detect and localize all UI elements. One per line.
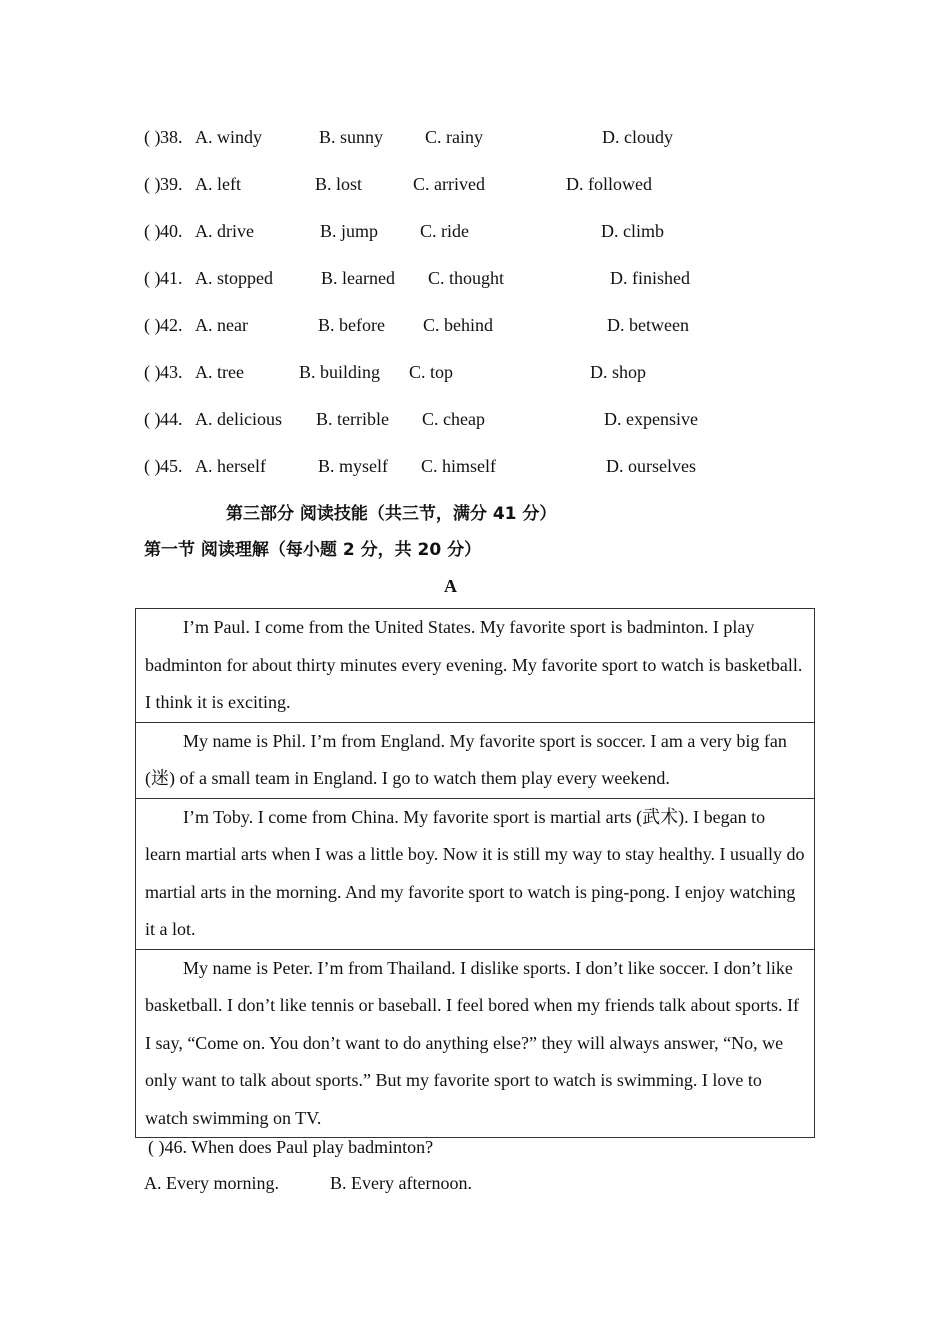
option-a: A. tree bbox=[195, 362, 244, 382]
option-b: B. sunny bbox=[319, 127, 384, 147]
question-number: 43. bbox=[160, 362, 183, 382]
question-46-stem: ( )46. When does Paul play badminton? bbox=[148, 1137, 434, 1157]
option-d: D. finished bbox=[610, 268, 690, 288]
option-b: B. learned bbox=[321, 268, 395, 288]
question-number: 42. bbox=[160, 315, 183, 335]
passage-paul: I’m Paul. I come from the United States. My favorite sport is badminton. I play badminton for about thirty minutes every evening. My favorite sport to watch is basketball. I think it is exciting. bbox=[136, 609, 814, 723]
option-d: D. shop bbox=[590, 362, 647, 382]
option-d: D. ourselves bbox=[606, 456, 696, 476]
question-number: 41. bbox=[160, 268, 183, 288]
option-a: A. stopped bbox=[195, 268, 273, 288]
option-c: C. ride bbox=[420, 221, 469, 241]
option-c: C. thought bbox=[428, 268, 505, 288]
question-46-option-b: B. Every afternoon. bbox=[330, 1173, 472, 1193]
option-a: A. drive bbox=[195, 221, 254, 241]
answer-bracket: ( ) bbox=[144, 268, 161, 288]
option-c: C. rainy bbox=[425, 127, 483, 147]
option-c: C. top bbox=[409, 362, 454, 382]
passage-peter: My name is Peter. I’m from Thailand. I dislike sports. I don’t like soccer. I don’t like basketball. I don’t like tennis or baseball. I feel bored when my friends talk about sports. If I say, “Come on. You don’t want to do anything else?” they will always answer, “No, we only want to talk about sports.” But my favorite sport to watch is swimming. I love to watch swimming on TV. bbox=[145, 957, 799, 1128]
option-d: D. climb bbox=[601, 221, 664, 241]
answer-bracket: ( ) bbox=[144, 409, 161, 429]
question-46-option-a: A. Every morning. bbox=[144, 1173, 279, 1193]
answer-bracket: ( ) bbox=[144, 221, 161, 241]
question-number: 45. bbox=[160, 456, 183, 476]
option-c: C. cheap bbox=[422, 409, 485, 429]
option-c: C. arrived bbox=[413, 174, 485, 194]
answer-bracket: ( ) bbox=[144, 174, 161, 194]
option-b: B. before bbox=[318, 315, 385, 335]
option-a: A. herself bbox=[195, 456, 266, 476]
option-c: C. behind bbox=[423, 315, 493, 335]
answer-bracket: ( ) bbox=[144, 362, 161, 382]
option-b: B. lost bbox=[315, 174, 363, 194]
passage-toby: I’m Toby. I come from China. My favorite sport is martial arts (武术). I began to learn martial arts when I was a little boy. Now it is still my way to stay healthy. I usually do martial arts in the morning. And my favorite sport to watch is ping-pong. I enjoy watching it a lot. bbox=[136, 799, 814, 950]
option-d: D. cloudy bbox=[602, 127, 673, 147]
passage-letter: A bbox=[444, 576, 457, 596]
answer-bracket: ( ) bbox=[144, 456, 161, 476]
option-a: A. windy bbox=[195, 127, 262, 147]
option-b: B. building bbox=[299, 362, 381, 382]
passage-table bbox=[135, 608, 815, 1138]
option-d: D. between bbox=[607, 315, 689, 335]
part-heading: 第三部分 阅读技能（共三节，满分 41 分） bbox=[226, 504, 557, 524]
passage-phil: My name is Phil. I’m from England. My favorite sport is soccer. I am a very big fan (迷) of a small team in England. I go to watch them play every weekend. bbox=[136, 723, 814, 799]
question-number: 38. bbox=[160, 127, 183, 147]
option-c: C. himself bbox=[421, 456, 496, 476]
answer-bracket: ( ) bbox=[144, 315, 161, 335]
option-b: B. terrible bbox=[316, 409, 389, 429]
question-number: 39. bbox=[160, 174, 183, 194]
option-a: A. left bbox=[195, 174, 241, 194]
section-heading: 第一节 阅读理解（每小题 2 分，共 20 分） bbox=[144, 540, 482, 560]
question-number: 44. bbox=[160, 409, 183, 429]
answer-bracket: ( ) bbox=[144, 127, 161, 147]
option-a: A. delicious bbox=[195, 409, 282, 429]
option-d: D. followed bbox=[566, 174, 652, 194]
option-b: B. jump bbox=[320, 221, 379, 241]
option-b: B. myself bbox=[318, 456, 388, 476]
option-a: A. near bbox=[195, 315, 248, 335]
option-d: D. expensive bbox=[604, 409, 698, 429]
question-number: 40. bbox=[160, 221, 183, 241]
